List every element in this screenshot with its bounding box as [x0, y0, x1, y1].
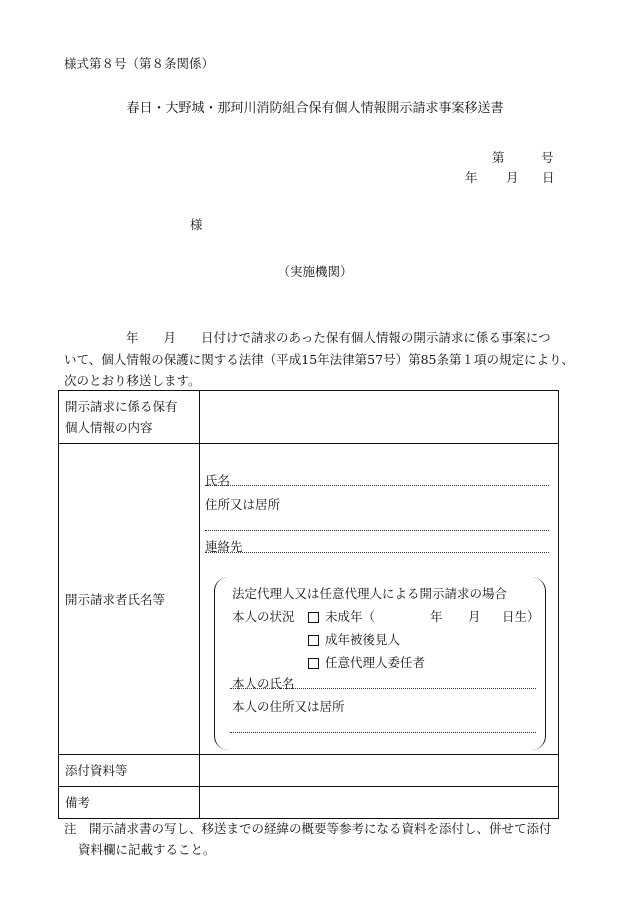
option-proxy-label: 任意代理人委任者	[325, 655, 426, 670]
principal-address-field[interactable]	[230, 732, 536, 733]
body-line-1: 年 月 日付けで請求のあった保有個人情報の開示請求に係る事案につ	[126, 330, 551, 345]
checkbox-icon	[308, 658, 319, 669]
implementing-agency: （実施機関）	[277, 264, 353, 279]
name-field[interactable]	[205, 485, 549, 486]
body-text	[64, 327, 584, 392]
date-day: 日	[542, 170, 555, 185]
minor-year: 年	[430, 609, 443, 624]
body-line-3: 次のとおり移送します。	[64, 373, 201, 388]
principal-name-field[interactable]	[230, 688, 536, 689]
label-cell	[59, 391, 200, 444]
contact-field[interactable]	[205, 552, 549, 553]
row2-label: 開示請求者氏名等	[65, 591, 166, 607]
address-field[interactable]	[205, 530, 549, 531]
note-line-1: 注 開示請求書の写し、移送までの経緯の概要等参考になる資料を添付し、併せて添付	[64, 821, 552, 836]
row1-label-line1: 開示請求に係る保有	[65, 399, 178, 414]
transfer-table	[58, 390, 559, 819]
row3-label: 添付資料等	[65, 763, 128, 778]
principal-address-label: 本人の住所又は居所	[232, 699, 345, 714]
table-row-remarks	[59, 787, 559, 819]
minor-birth: 日生）	[502, 609, 540, 624]
footnote	[64, 818, 552, 860]
remarks-value-cell[interactable]	[200, 787, 559, 819]
principal-name-label: 本人の氏名	[232, 676, 295, 691]
row4-label: 備考	[65, 795, 91, 810]
date-year: 年	[465, 170, 478, 185]
label-cell	[59, 444, 200, 755]
option-guardian[interactable]	[308, 630, 400, 648]
row1-label-line2: 個人情報の内容	[65, 420, 153, 435]
requester-cell	[200, 444, 559, 755]
checkbox-icon	[308, 635, 319, 646]
proxy-heading: 法定代理人又は任意代理人による開示請求の場合	[232, 586, 508, 601]
table-row-attachments	[59, 755, 559, 787]
checkbox-icon	[308, 612, 319, 623]
contact-label: 連絡先	[205, 539, 243, 554]
note-line-2: 資料欄に記載すること。	[78, 842, 216, 857]
document-title: 春日・大野城・那珂川消防組合保有個人情報開示請求事案移送書	[126, 101, 504, 116]
date-month: 月	[506, 170, 519, 185]
form-number-label: 様式第８号（第８条関係）	[64, 56, 215, 71]
minor-month: 月	[468, 609, 481, 624]
address-label: 住所又は居所	[205, 497, 281, 512]
option-minor-label: 未成年（	[325, 609, 376, 624]
status-label: 本人の状況	[232, 609, 295, 624]
option-minor[interactable]	[308, 607, 375, 625]
number-dai: 第	[492, 150, 505, 165]
label-cell	[59, 755, 200, 787]
number-go: 号	[541, 150, 554, 165]
label-cell	[59, 787, 200, 819]
addressee-suffix: 様	[190, 217, 203, 232]
body-line-2: いて、個人情報の保護に関する法律（平成15年法律第57号）第85条第１項の規定により、	[64, 351, 574, 367]
option-proxy[interactable]	[308, 653, 425, 671]
name-label: 氏名	[205, 473, 231, 488]
table-row-content	[59, 391, 559, 444]
attachments-value-cell[interactable]	[200, 755, 559, 787]
option-guardian-label: 成年被後見人	[325, 632, 401, 647]
table-row-requester	[59, 444, 559, 755]
content-value-cell[interactable]	[200, 391, 559, 444]
